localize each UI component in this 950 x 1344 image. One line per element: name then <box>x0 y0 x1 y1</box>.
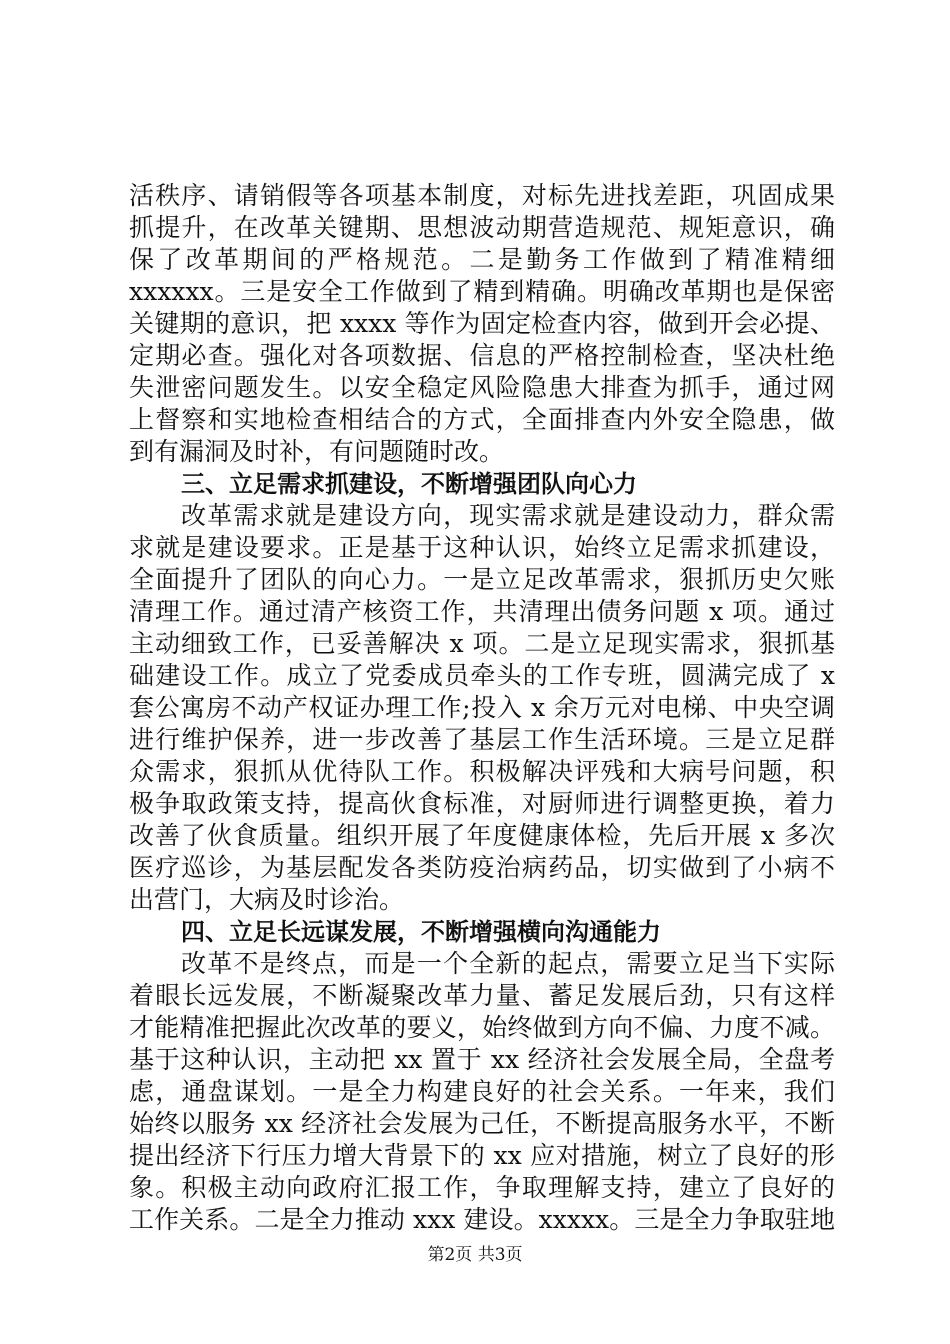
page-footer: 第2页 共3页 <box>427 1245 523 1265</box>
paragraph-line: 极争取政策支持，提高伙食标准，对厨师进行调整更换，着力 <box>129 789 835 818</box>
paragraph-line: 众需求，狠抓从优待队工作。积极解决评残和大病号问题，积 <box>129 757 835 786</box>
paragraph-line: 医疗巡诊，为基层配发各类防疫治病药品，切实做到了小病不 <box>129 853 835 882</box>
paragraph-line: 全面提升了团队的向心力。一是立足改革需求，狠抓历史欠账 <box>129 565 835 594</box>
paragraph-line: 着眼长远发展，不断凝聚改革力量、蓄足发展后劲，只有这样 <box>129 981 835 1010</box>
paragraph-line: 工作关系。二是全力推动 xxx 建设。xxxxx。三是全力争取驻地 <box>129 1205 835 1234</box>
section-heading-4: 四、立足长远谋发展，不断增强横向沟通能力 <box>181 918 661 946</box>
paragraph-line: 保了改革期间的严格规范。二是勤务工作做到了精准精细 <box>129 245 835 274</box>
paragraph-line: 失泄密问题发生。以安全稳定风险隐患大排查为抓手，通过网 <box>129 373 835 402</box>
paragraph-line: 套公寓房不动产权证办理工作;投入 x 余万元对电梯、中央空调 <box>129 693 835 722</box>
paragraph-line: 进行维护保养，进一步改善了基层工作生活环境。三是立足群 <box>129 725 835 754</box>
paragraph-line: 到有漏洞及时补，有问题随时改。 <box>129 437 505 466</box>
paragraph-line: 关键期的意识，把 xxxx 等作为固定检查内容，做到开会必提、 <box>129 309 835 338</box>
paragraph-line: 才能精准把握此次改革的要义，始终做到方向不偏、力度不减。 <box>129 1013 835 1042</box>
paragraph-line: 清理工作。通过清产核资工作，共清理出债务问题 x 项。通过 <box>129 597 835 626</box>
paragraph-line: 活秩序、请销假等各项基本制度，对标先进找差距，巩固成果 <box>129 181 835 210</box>
paragraph-line: 抓提升，在改革关键期、思想波动期营造规范、规矩意识，确 <box>129 213 835 242</box>
paragraph-line: 基于这种认识，主动把 xx 置于 xx 经济社会发展全局，全盘考 <box>129 1045 835 1074</box>
paragraph-line: 主动细致工作，已妥善解决 x 项。二是立足现实需求，狠抓基 <box>129 629 835 658</box>
paragraph-line: 出营门，大病及时诊治。 <box>129 885 405 914</box>
section-heading-3: 三、立足需求抓建设，不断增强团队向心力 <box>181 470 637 498</box>
paragraph-line: 改革需求就是建设方向，现实需求就是建设动力，群众需 <box>181 501 835 530</box>
paragraph-line: 求就是建设要求。正是基于这种认识，始终立足需求抓建设， <box>129 533 835 562</box>
paragraph-line: 定期必查。强化对各项数据、信息的严格控制检查，坚决杜绝 <box>129 341 835 370</box>
paragraph-line: 提出经济下行压力增大背景下的 xx 应对措施，树立了良好的形 <box>129 1141 835 1170</box>
paragraph-line: 上督察和实地检查相结合的方式，全面排查内外安全隐患，做 <box>129 405 835 434</box>
paragraph-line: 始终以服务 xx 经济社会发展为己任，不断提高服务水平，不断 <box>129 1109 835 1138</box>
paragraph-line: xxxxxx。三是安全工作做到了精到精确。明确改革期也是保密 <box>129 277 835 306</box>
paragraph-line: 象。积极主动向政府汇报工作，争取理解支持，建立了良好的 <box>129 1173 835 1202</box>
paragraph-line: 虑，通盘谋划。一是全力构建良好的社会关系。一年来，我们 <box>129 1077 835 1106</box>
paragraph-line: 改善了伙食质量。组织开展了年度健康体检，先后开展 x 多次 <box>129 821 835 850</box>
paragraph-line: 改革不是终点，而是一个全新的起点，需要立足当下实际 <box>181 949 835 978</box>
paragraph-line: 础建设工作。成立了党委成员牵头的工作专班，圆满完成了 x <box>129 661 835 690</box>
